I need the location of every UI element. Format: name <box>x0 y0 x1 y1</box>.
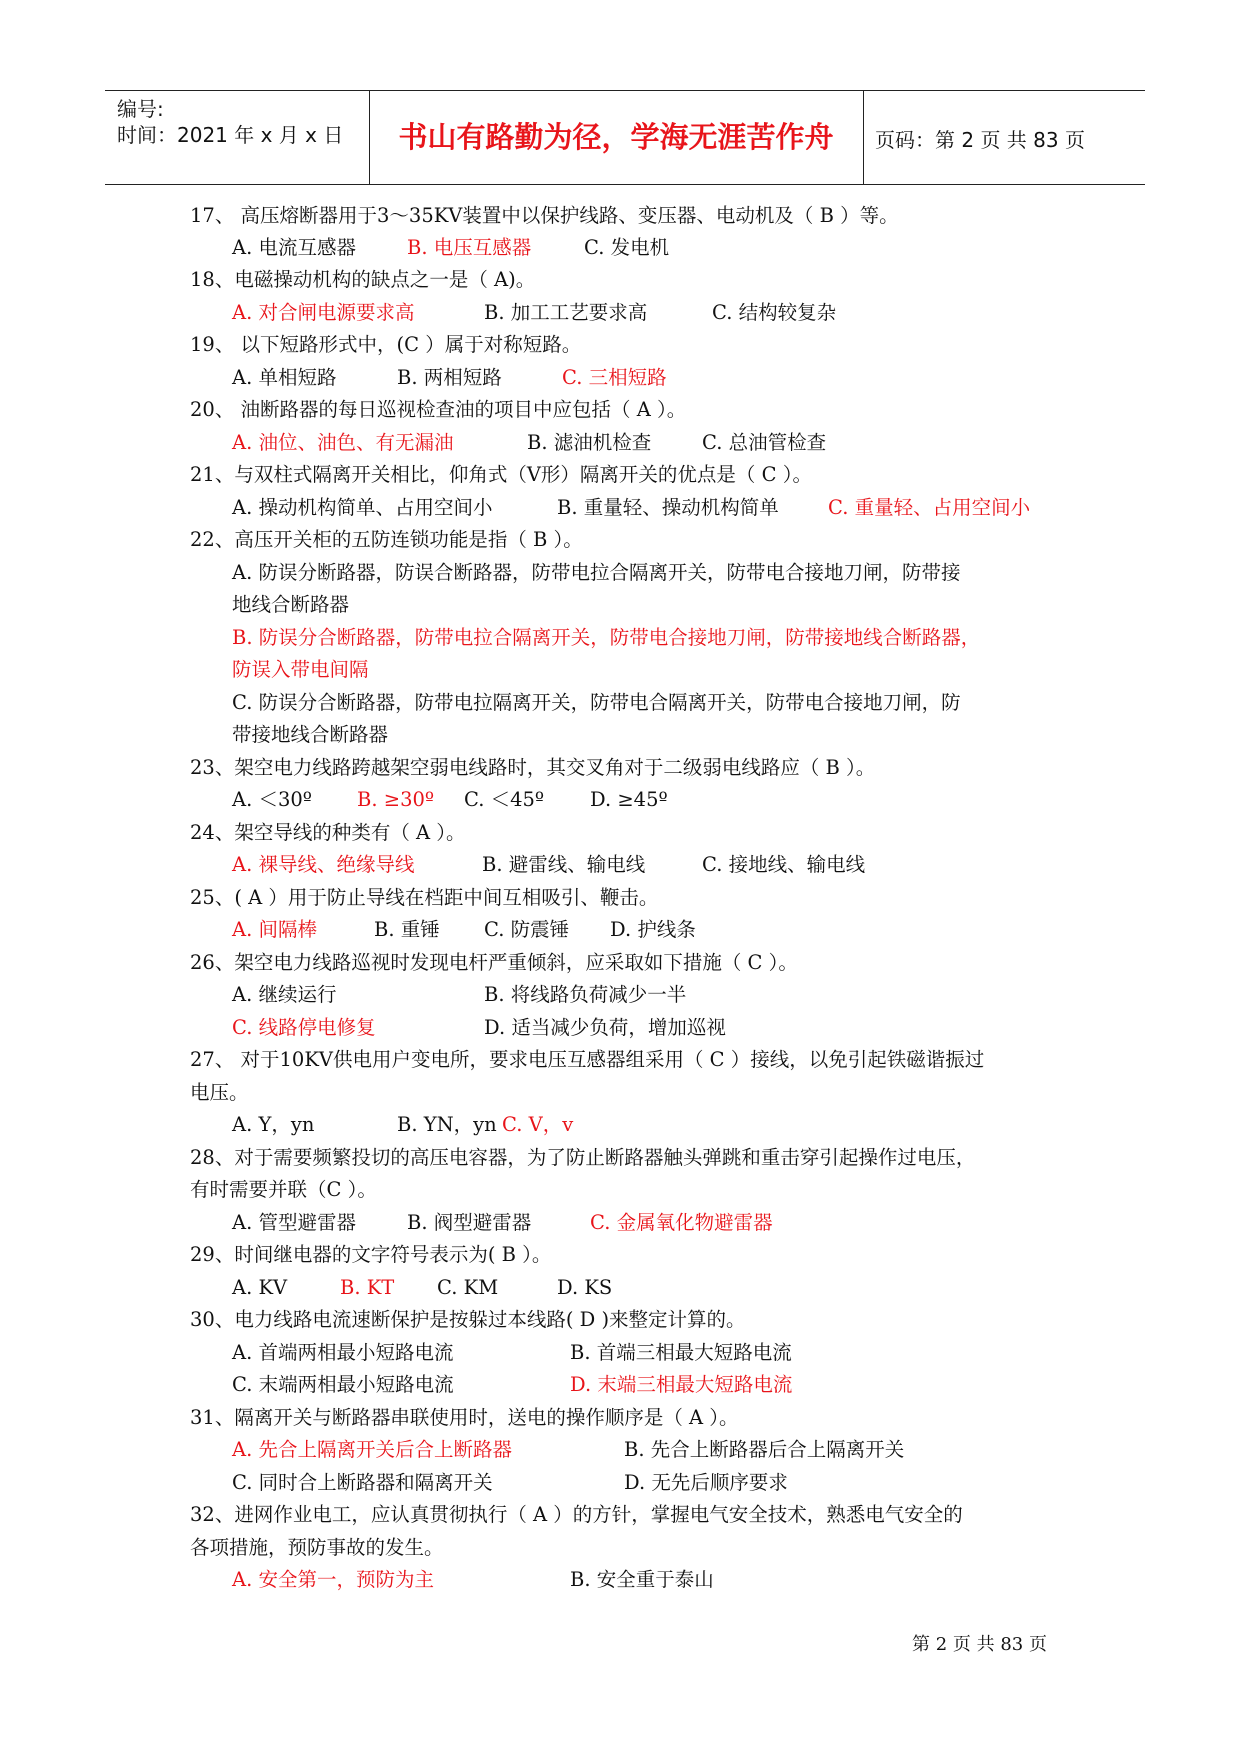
line-text: B. 安全重于泰山 <box>570 1568 714 1591</box>
line-text: B. YN，yn <box>397 1113 497 1136</box>
line-text: C. 防误分合断路器，防带电拉隔离开关，防带电合隔离开关，防带电合接地刀闸，防 <box>232 691 961 714</box>
line-text: C. 末端两相最小短路电流 <box>232 1373 454 1396</box>
line-text: B. 重量轻、操动机构简单 <box>557 496 779 519</box>
line-text: 26、架空电力线路巡视时发现电杆严重倾斜，应采取如下措施（ C ）。 <box>190 951 798 974</box>
line-text: 19、 以下短路形式中，(C ）属于对称短路。 <box>190 333 582 356</box>
header-motto: 书山有路勤为径，学海无涯苦作舟 <box>398 120 834 154</box>
line-text: B. 避雷线、输电线 <box>482 853 646 876</box>
line-text: 25、( A ）用于防止导线在档距中间互相吸引、鞭击。 <box>190 886 659 909</box>
line-text: 20、 油断路器的每日巡视检查油的项目中应包括（ A ）。 <box>190 398 687 421</box>
answer-text: A. 先合上隔离开关后合上断路器 <box>232 1438 512 1461</box>
answer-text: D. 末端三相最大短路电流 <box>570 1373 793 1396</box>
line-text: A. Y，yn <box>232 1113 315 1136</box>
document-number-label: 编号: <box>117 97 164 121</box>
line-text: D. KS <box>557 1276 613 1299</box>
answer-text: A. 间隔棒 <box>232 918 317 941</box>
header-left-cell <box>105 91 370 184</box>
line-text: D. 护线条 <box>610 918 696 941</box>
page-footer: 第 2 页 共 83 页 <box>912 1634 1047 1655</box>
answer-text: C. 线路停电修复 <box>232 1016 376 1039</box>
answer-text: B. KT <box>340 1276 395 1299</box>
document-time-label: 时间：2021 年 x 月 x 日 <box>117 123 344 147</box>
line-text: D. 适当减少负荷，增加巡视 <box>484 1016 726 1039</box>
line-text: 18、电磁操动机构的缺点之一是（ A)。 <box>190 268 536 291</box>
line-text: 有时需要并联（C ）。 <box>190 1178 377 1201</box>
line-text: 各项措施，预防事故的发生。 <box>190 1536 444 1559</box>
line-text: B. 阀型避雷器 <box>407 1211 532 1234</box>
line-text: 30、电力线路电流速断保护是按躲过本线路( D )来整定计算的。 <box>190 1308 746 1331</box>
line-text: A. 电流互感器 <box>232 236 356 259</box>
line-text: A. 继续运行 <box>232 983 337 1006</box>
line-text: B. 两相短路 <box>397 366 502 389</box>
line-text: A. 单相短路 <box>232 366 337 389</box>
answer-text: C. 金属氧化物避雷器 <box>590 1211 773 1234</box>
line-text: B. 加工工艺要求高 <box>484 301 648 324</box>
line-text: C. ＜45º <box>464 788 545 811</box>
line-text: 17、 高压熔断器用于3～35KV装置中以保护线路、变压器、电动机及（ B ）等。 <box>190 204 899 227</box>
answer-text: B. 防误分合断路器，防带电拉合隔离开关，防带电合接地刀闸，防带接地线合断路器， <box>232 626 981 649</box>
line-text: A. 首端两相最小短路电流 <box>232 1341 454 1364</box>
line-text: A. 防误分断路器，防误合断路器，防带电拉合隔离开关，防带电合接地刀闸，防带接 <box>232 561 961 584</box>
answer-text: C. 三相短路 <box>562 366 667 389</box>
answer-text: B. ≥30º <box>357 788 435 811</box>
line-text: A. KV <box>232 1276 288 1299</box>
line-text: 27、 对于10KV供电用户变电所，要求电压互感器组采用（ C ）接线，以免引起铁磁谐振过 <box>190 1048 985 1071</box>
line-text: C. 同时合上断路器和隔离开关 <box>232 1471 493 1494</box>
answer-text: A. 安全第一，预防为主 <box>232 1568 434 1591</box>
answer-text: A. 油位、油色、有无漏油 <box>232 431 454 454</box>
line-text: 24、架空导线的种类有（ A ）。 <box>190 821 466 844</box>
header-page-info: 页码：第 2 页 共 83 页 <box>875 128 1085 152</box>
line-text: B. 滤油机检查 <box>527 431 652 454</box>
line-text: 地线合断路器 <box>232 593 350 616</box>
line-text: 29、时间继电器的文字符号表示为( B ）。 <box>190 1243 552 1266</box>
line-text: A. 管型避雷器 <box>232 1211 356 1234</box>
answer-text: C. V，v <box>502 1113 574 1136</box>
line-text: 电压。 <box>190 1081 249 1104</box>
answer-text: A. 对合闸电源要求高 <box>232 301 415 324</box>
line-text: 21、与双柱式隔离开关相比，仰角式（V形）隔离开关的优点是（ C ）。 <box>190 463 812 486</box>
line-text: C. 接地线、输电线 <box>702 853 866 876</box>
line-text: 带接地线合断路器 <box>232 723 389 746</box>
line-text: C. 总油管检查 <box>702 431 827 454</box>
line-text: 23、架空电力线路跨越架空弱电线路时，其交叉角对于二级弱电线路应（ B ）。 <box>190 756 876 779</box>
line-text: A. ＜30º <box>232 788 312 811</box>
line-text: B. 首端三相最大短路电流 <box>570 1341 792 1364</box>
line-text: B. 将线路负荷减少一半 <box>484 983 687 1006</box>
line-text: A. 操动机构简单、占用空间小 <box>232 496 493 519</box>
line-text: D. 无先后顺序要求 <box>624 1471 788 1494</box>
line-text: 31、隔离开关与断路器串联使用时，送电的操作顺序是（ A ）。 <box>190 1406 739 1429</box>
answer-text: 防误入带电间隔 <box>232 658 369 681</box>
header-middle-cell <box>369 91 864 184</box>
answer-text: C. 重量轻、占用空间小 <box>828 496 1031 519</box>
page-header <box>105 90 1145 185</box>
line-text: B. 先合上断路器后合上隔离开关 <box>624 1438 905 1461</box>
line-text: 32、进网作业电工，应认真贯彻执行（ A ）的方针，掌握电气安全技术，熟悉电气安全的 <box>190 1503 963 1526</box>
answer-text: B. 电压互感器 <box>407 236 532 259</box>
line-text: C. 发电机 <box>584 236 670 259</box>
line-text: 22、高压开关柜的五防连锁功能是指（ B ）。 <box>190 528 583 551</box>
header-right-cell <box>863 91 1145 184</box>
line-text: D. ≥45º <box>590 788 668 811</box>
answer-text: A. 裸导线、绝缘导线 <box>232 853 415 876</box>
line-text: C. 防震锤 <box>484 918 570 941</box>
line-text: C. KM <box>437 1276 499 1299</box>
line-text: C. 结构较复杂 <box>712 301 837 324</box>
line-text: B. 重锤 <box>374 918 440 941</box>
line-text: 28、对于需要频繁投切的高压电容器，为了防止断路器触头弹跳和重击穿引起操作过电压， <box>190 1146 976 1169</box>
